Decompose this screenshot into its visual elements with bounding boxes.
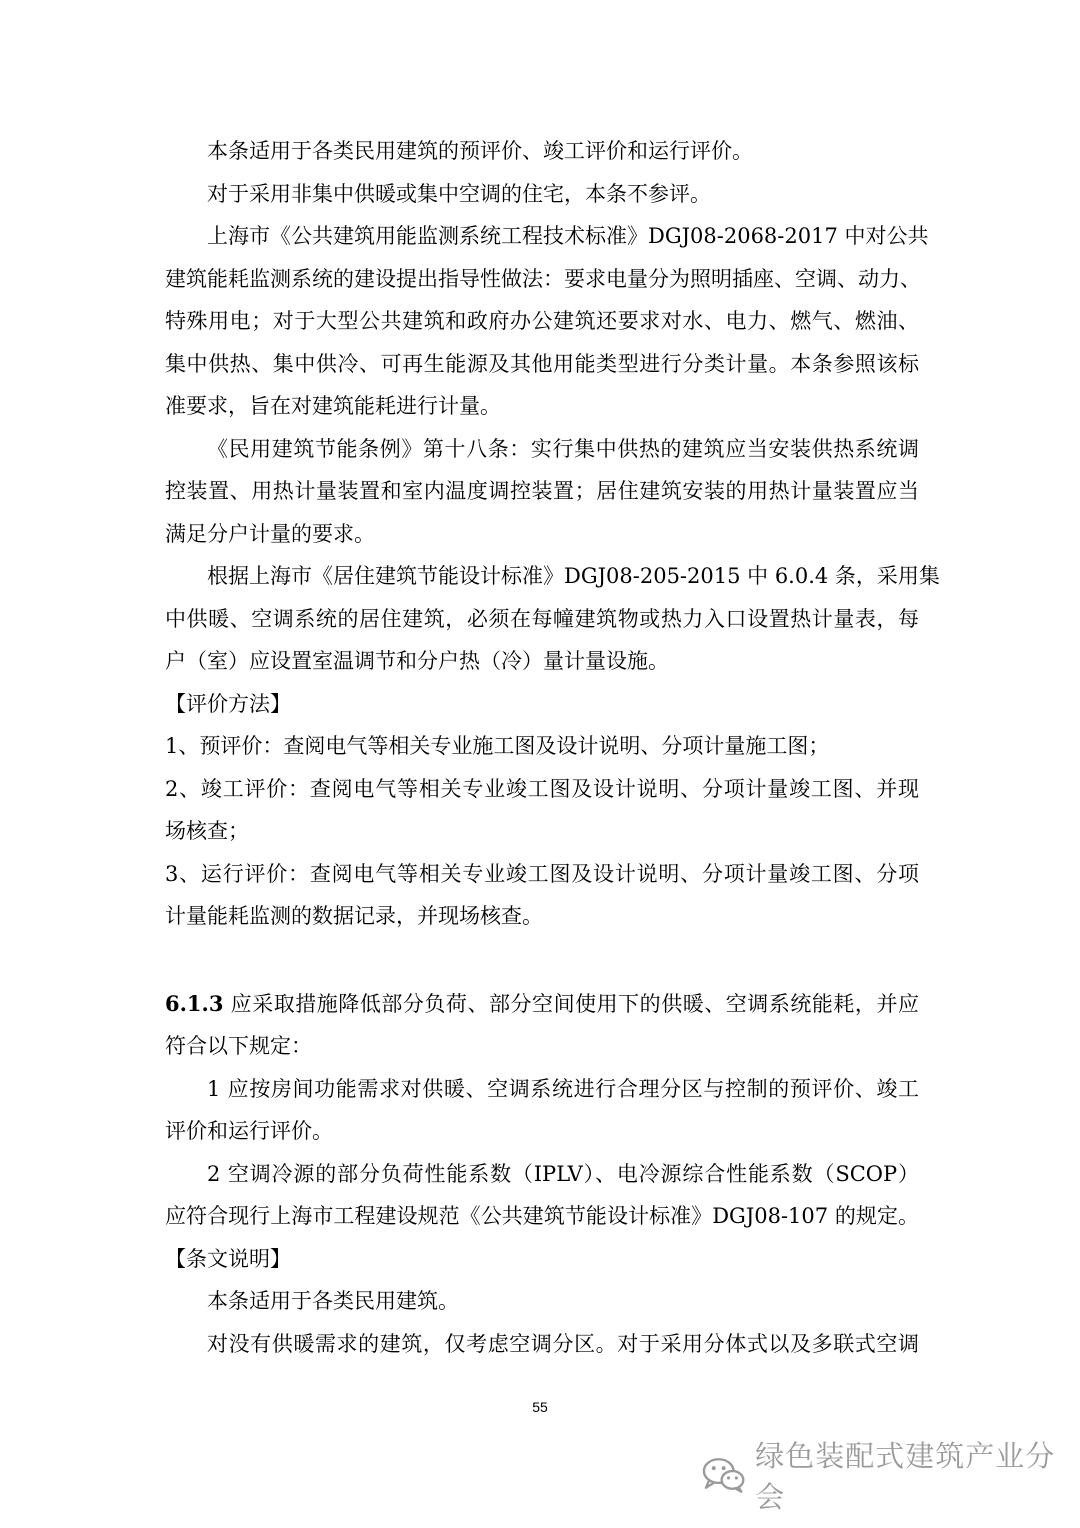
section-heading-evaluation-method: 【评价方法】 — [165, 691, 291, 716]
paragraph-line: 本条适用于各类民用建筑的预评价、竣工评价和运行评价。 — [207, 139, 753, 163]
paragraph-line: 建筑能耗监测系统的建设提出指导性做法：要求电量分为照明插座、空调、动力、 — [165, 266, 921, 291]
list-item-continuation: 计量能耗监测的数据记录，并现场核查。 — [165, 904, 543, 928]
page-number: 55 — [532, 1399, 548, 1415]
paragraph-line: 评价和运行评价。 — [165, 1119, 333, 1143]
list-item-continuation: 场核查； — [165, 819, 249, 843]
paragraph-line: 1 应按房间功能需求对供暖、空调系统进行合理分区与控制的预评价、竣工 — [207, 1076, 919, 1101]
document-body — [165, 130, 940, 1365]
paragraph-line: 准要求，旨在对建筑能耗进行计量。 — [165, 394, 501, 418]
section-gap — [165, 938, 919, 983]
paragraph-line: 满足分户计量的要求。 — [165, 521, 375, 546]
section-heading-clause-explanation: 【条文说明】 — [165, 1246, 291, 1271]
paragraph-line: 《民用建筑节能条例》第十八条：实行集中供热的建筑应当安装供热系统调 — [207, 436, 919, 461]
paragraph-line: 上海市《公共建筑用能监测系统工程技术标准》DGJ08-2068-2017 中对公共 — [207, 224, 929, 248]
paragraph-line: 应符合现行上海市工程建设规范《公共建筑节能设计标准》DGJ08-107 的规定。 — [165, 1204, 919, 1228]
paragraph-line: 控装置、用热计量装置和室内温度调控装置；居住建筑安装的用热计量装置应当 — [165, 479, 919, 503]
watermark-text: 绿色装配式建筑产业分会 — [755, 1439, 1056, 1514]
clause-heading-line — [165, 983, 919, 1026]
paragraph-line: 符合以下规定： — [165, 1034, 312, 1058]
paragraph-line: 对于采用非集中供暖或集中空调的住宅，本条不参评。 — [207, 181, 711, 206]
clause-number: 6.1.3 — [165, 990, 224, 1016]
paragraph-line: 根据上海市《居住建筑节能设计标准》DGJ08-205-2015 中 6.0.4 条，采用集 — [207, 564, 940, 588]
paragraph-line: 户（室）应设置室温调节和分户热（冷）量计量设施。 — [165, 649, 669, 673]
paragraph-line: 中供暖、空调系统的居住建筑，必须在每幢建筑物或热力入口设置热计量表，每 — [165, 606, 919, 631]
list-item: 2、竣工评价：查阅电气等相关专业竣工图及设计说明、分项计量竣工图、并现 — [165, 776, 919, 801]
list-item: 1、预评价：查阅电气等相关专业施工图及设计说明、分项计量施工图； — [165, 734, 830, 758]
paragraph-line: 特殊用电；对于大型公共建筑和政府办公建筑还要求对水、电力、燃气、燃油、 — [165, 309, 919, 333]
list-item: 3、运行评价：查阅电气等相关专业竣工图及设计说明、分项计量竣工图、分项 — [165, 861, 919, 886]
paragraph-line: 集中供热、集中供冷、可再生能源及其他用能类型进行分类计量。本条参照该标 — [165, 351, 919, 376]
watermark — [700, 1439, 1080, 1514]
wechat-icon — [700, 1455, 747, 1495]
paragraph-line: 本条适用于各类民用建筑。 — [207, 1289, 459, 1313]
paragraph-line: 2 空调冷源的部分负荷性能系数（IPLV）、电冷源综合性能系数（SCOP） — [207, 1161, 919, 1186]
paragraph-line: 对没有供暖需求的建筑，仅考虑空调分区。对于采用分体式以及多联式空调 — [207, 1331, 919, 1356]
clause-text: 应采取措施降低部分负荷、部分空间使用下的供暖、空调系统能耗，并应 — [230, 991, 919, 1016]
